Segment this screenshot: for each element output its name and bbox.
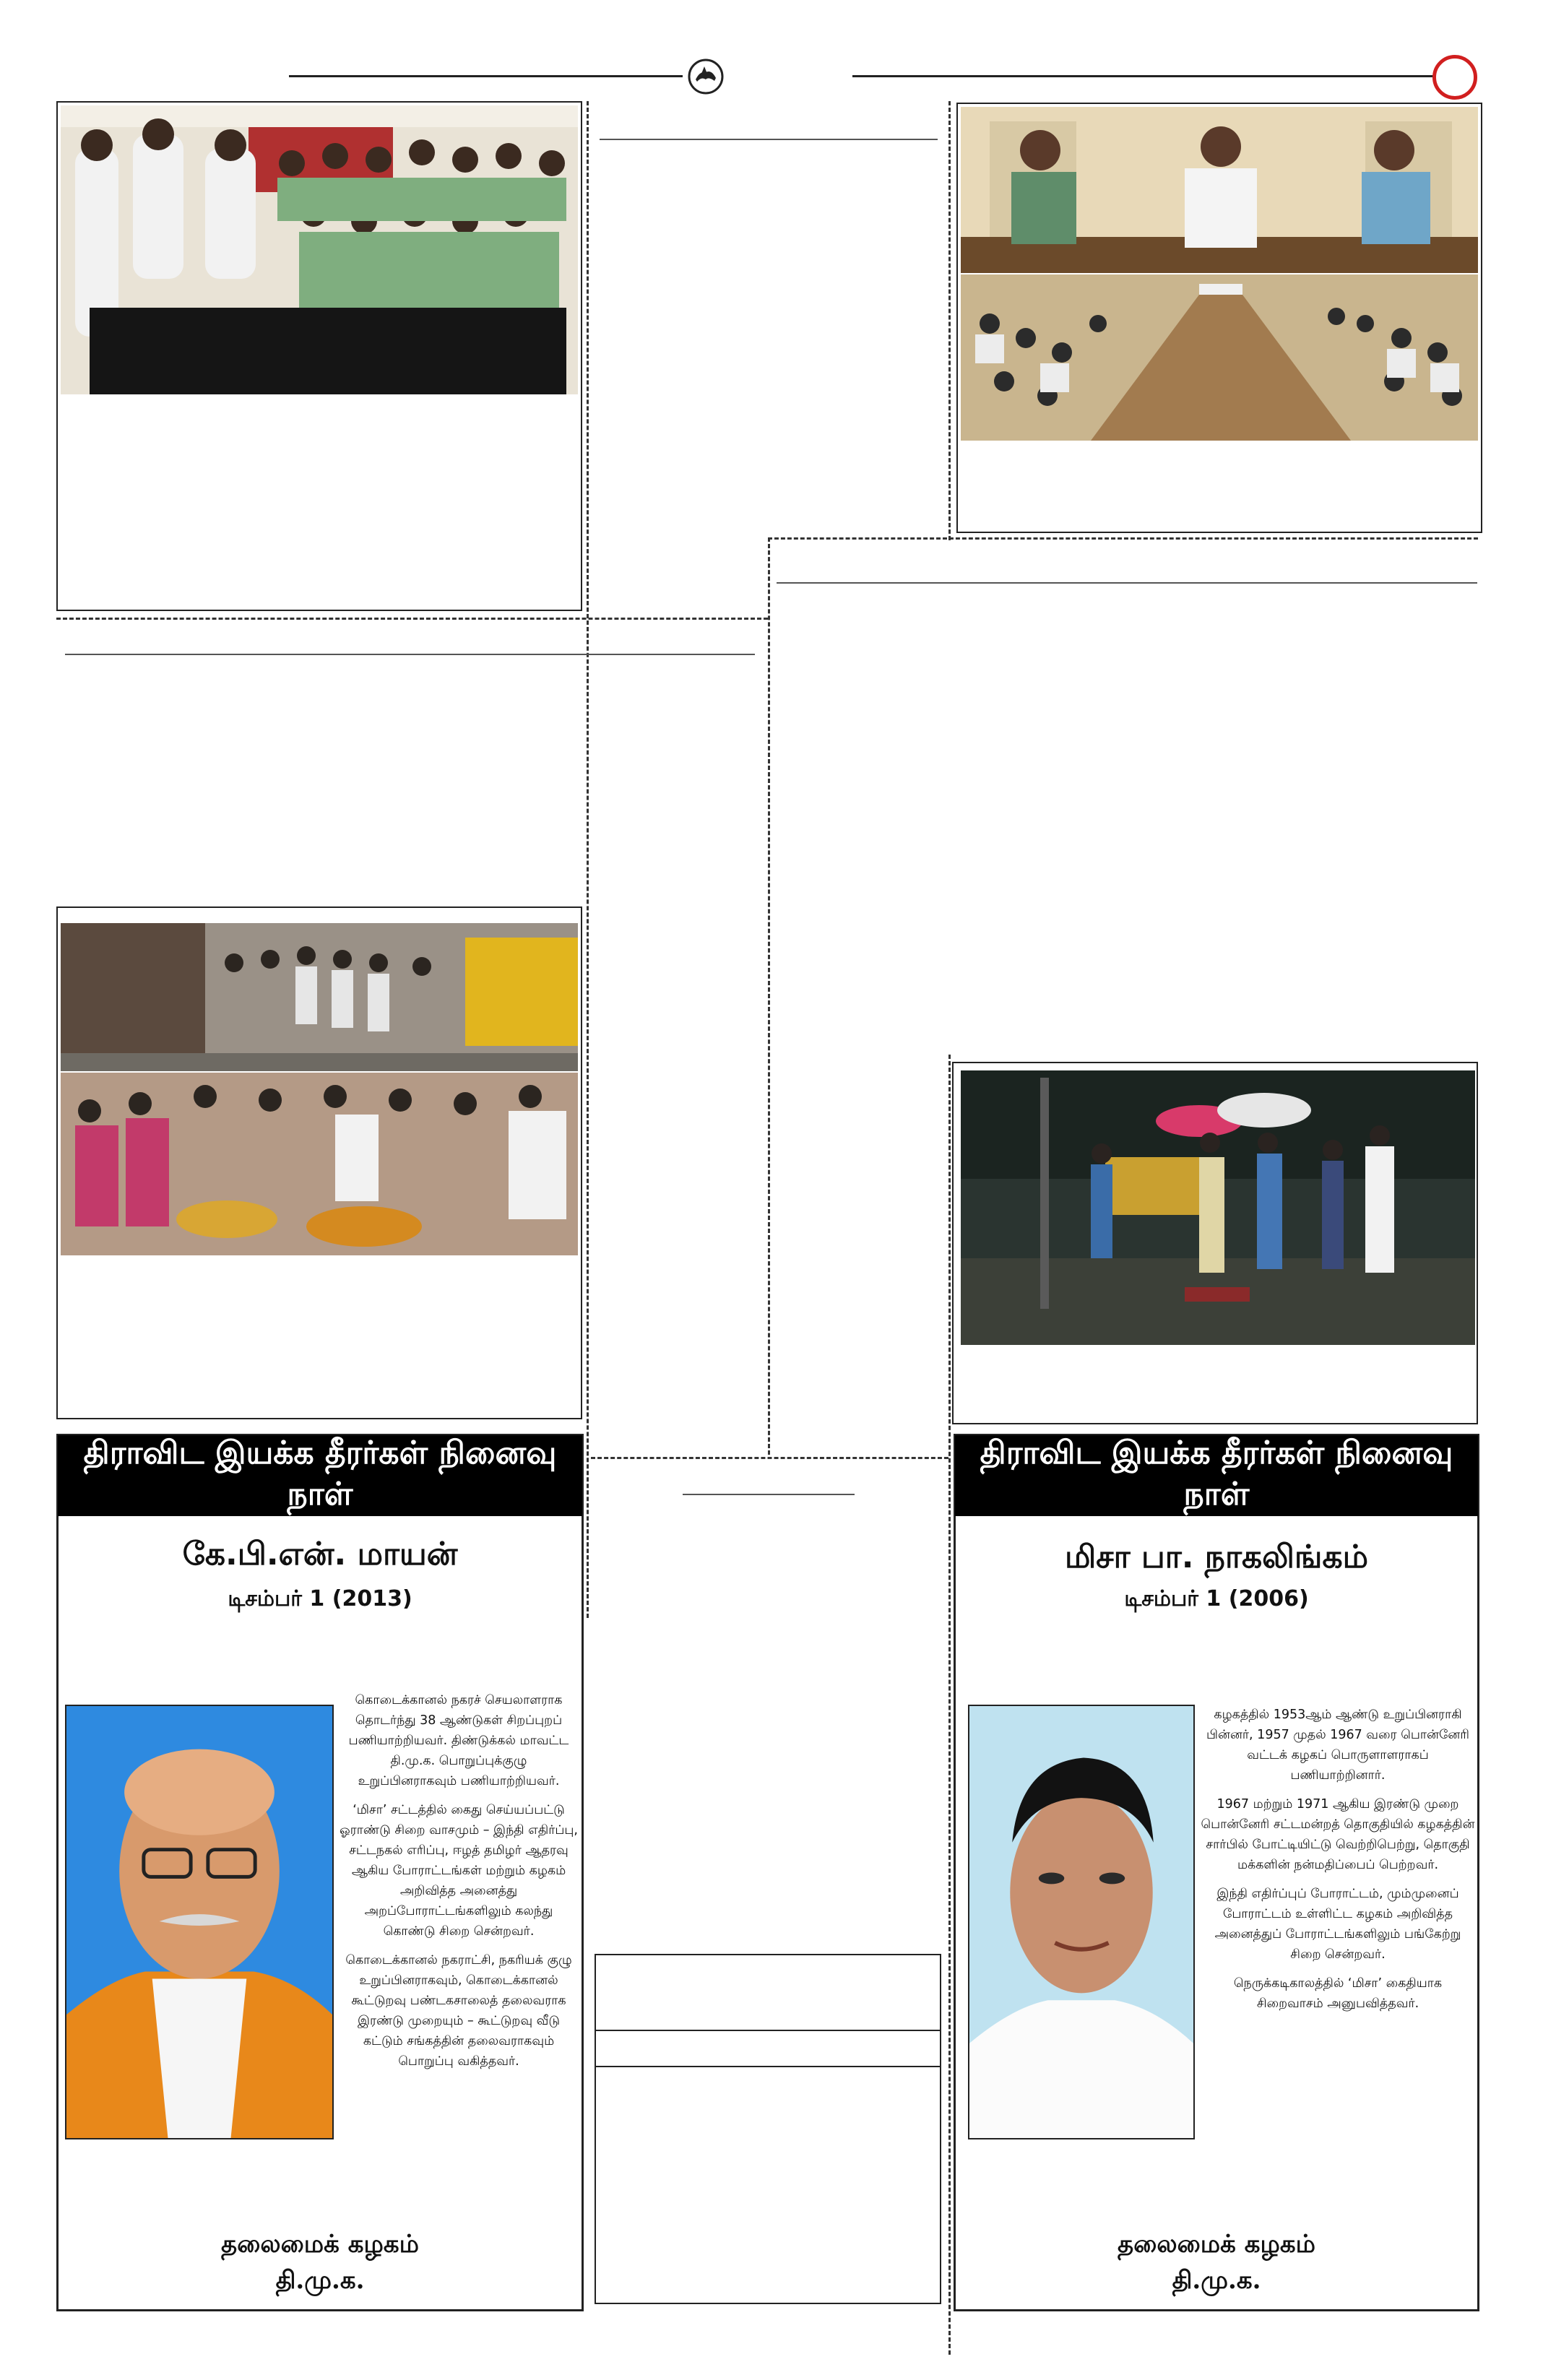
bio-paragraph: நெருக்கடிகாலத்தில் ‘மிசா’ கைதியாக சிறைவாசம் அனுபவித்தவர். <box>1233 1976 1443 2011</box>
bio-paragraph: ‘மிசா’ சட்டத்தில் கைது செய்யப்பட்டு ஓராண்டு சிறை வாசமும் – இந்தி எதிர்ப்பு, சட்டநகல் எரிப்பு, ஈழத் தமிழர் ஆதரவு ஆகிய போராட்டங்கள் மற்றும் கழகம் அறிவித்த அனைத்து அறப்போராட்டங்களிலும் கலந்து கொண்டு சிறை சென்றவர். <box>340 1803 578 1939</box>
column-divider <box>768 537 770 1455</box>
center-box-divider <box>595 2066 941 2067</box>
section-divider <box>768 537 1478 540</box>
headline-rule <box>600 139 938 140</box>
column-divider <box>587 101 589 1618</box>
section-divider <box>591 1457 948 1459</box>
column-divider <box>948 101 951 540</box>
memorial-banner-right: திராவிட இயக்க தீரர்கள் நினைவு நாள் <box>955 1435 1478 1516</box>
bio-paragraph: இந்தி எதிர்ப்புப் போராட்டம், மும்முனைப் போராட்டம் உள்ளிட்ட கழகம் அறிவித்த அனைத்துப் போராட்டங்களிலும் பங்கேற்று சிறை சென்றவர். <box>1214 1887 1461 1962</box>
page-circle-icon <box>1432 55 1477 100</box>
memorial-banner-left: திராவிட இயக்க தீரர்கள் நினைவு நாள் <box>58 1435 582 1516</box>
bio-paragraph: கழகத்தில் 1953ஆம் ஆண்டு உறுப்பினராகி பின்னர், 1957 முதல் 1967 வரை பொன்னேரி வட்டக் கழகப் பொருளாளராகப் பணியாற்றினார். <box>1206 1708 1469 1783</box>
headline-rule <box>65 654 755 655</box>
column-divider <box>948 1055 951 2355</box>
portrait-left <box>65 1705 334 2139</box>
photo-students <box>61 105 578 394</box>
center-box-divider <box>595 2030 941 2031</box>
headline-rule <box>683 1494 855 1495</box>
memorial-name-right: மிசா பா. நாகலிங்கம் <box>1064 1539 1369 1575</box>
memorial-date-right: டிசம்பர் 1 (2006) <box>1124 1586 1309 1611</box>
photo-flood-relief <box>61 923 578 1255</box>
photo-rain-inspection <box>961 1070 1475 1345</box>
footer-org: தலைமைக் கழகம் <box>221 2230 419 2259</box>
memorial-date-left: டிசம்பர் 1 (2013) <box>228 1586 412 1611</box>
memorial-bio-left <box>340 1690 578 2080</box>
footer-party: தி.மு.க. <box>1172 2266 1261 2295</box>
footer-org: தலைமைக் கழகம் <box>1118 2230 1315 2259</box>
bio-paragraph: கொடைக்கானல் நகரச் செயலாளராக தொடர்ந்து 38 ஆண்டுகள் சிறப்புறப் பணியாற்றியவர். திண்டுக்கல் மாவட்ட தி.மு.க. பொறுப்புக்குழு உறுப்பினராகவும் பணியாற்றியவர். <box>348 1693 569 1788</box>
photo-meeting <box>961 107 1478 441</box>
memorial-footer-left <box>58 2226 582 2298</box>
center-box <box>595 1954 941 2304</box>
bio-paragraph: 1967 மற்றும் 1971 ஆகிய இரண்டு முறை பொன்னேரி சட்டமன்றத் தொகுதியில் கழகத்தின் சார்பில் போட்டியிட்டு வெற்றிபெற்று, தொகுதி மக்களின் நன்மதிப்பைப் பெற்றவர். <box>1201 1797 1475 1872</box>
section-divider <box>56 618 768 620</box>
portrait-right <box>968 1705 1195 2139</box>
rising-sun-emblem-icon <box>687 58 725 95</box>
masthead-rule-right <box>852 75 1436 77</box>
footer-party: தி.மு.க. <box>275 2266 365 2295</box>
memorial-name-left: கே.பி.என். மாயன் <box>182 1536 458 1572</box>
headline-rule <box>777 582 1477 584</box>
memorial-footer-right <box>955 2226 1478 2298</box>
masthead-rule-left <box>289 75 683 77</box>
memorial-bio-right <box>1201 1705 1475 2022</box>
bio-paragraph: கொடைக்கானல் நகராட்சி, நகரியக் குழு உறுப்பினராகவும், கொடைக்கானல் கூட்டுறவு பண்டகசாலைத் தலைவராக இரண்டு முறையும் – கூட்டுறவு வீடு கட்டும் சங்கத்தின் தலைவராகவும் பொறுப்பு வகித்தவர். <box>345 1953 572 2069</box>
